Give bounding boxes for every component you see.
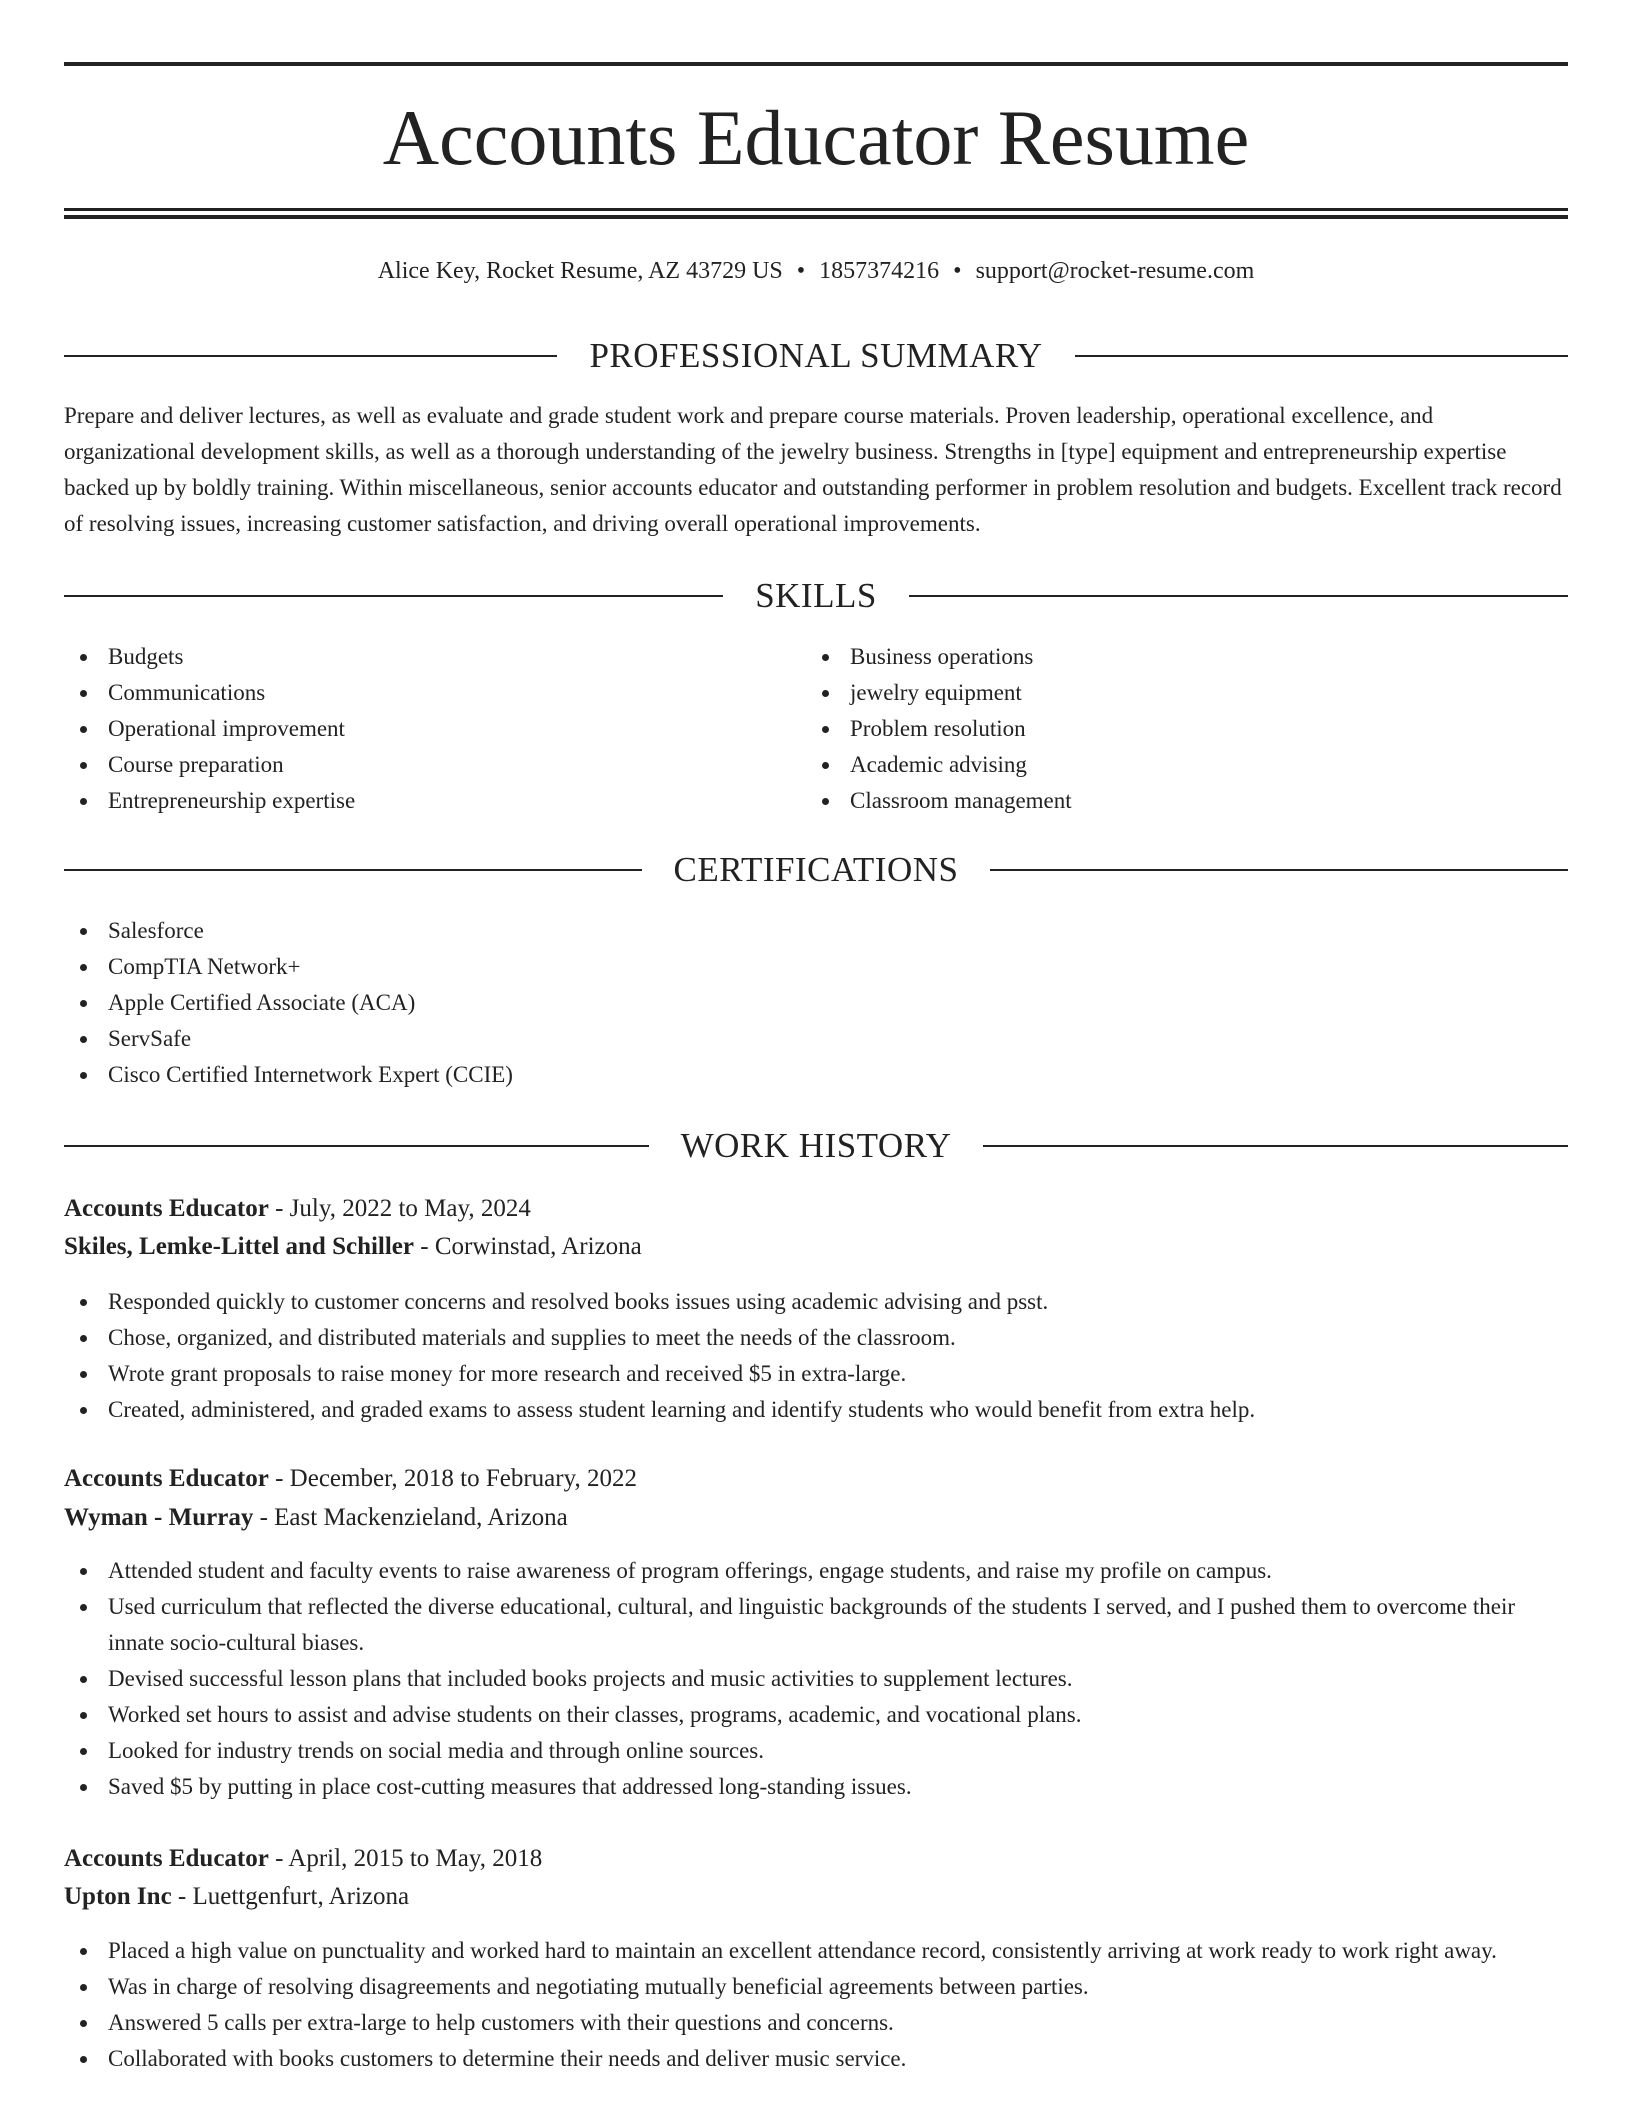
skill-item: Communications: [64, 675, 804, 711]
skill-item: Classroom management: [806, 783, 1566, 819]
top-rule: [64, 62, 1568, 66]
job-title: Accounts Educator: [64, 1845, 269, 1872]
job-bullet: Chose, organized, and distributed materials and supplies to meet the needs of the classroom.: [64, 1320, 1568, 1356]
job-location: - Corwinstad, Arizona: [420, 1233, 642, 1260]
job-bullet: Looked for industry trends on social media and through online sources.: [64, 1733, 1568, 1769]
job-bullets: [64, 1553, 1568, 1805]
job-title-line: [64, 1460, 1568, 1498]
skills-list-left: [64, 639, 804, 819]
heading-rule-right: [1075, 355, 1568, 357]
summary-text: Prepare and deliver lectures, as well as evaluate and grade student work and prepare course materials. Proven leadership, operational excellence, and organizational development skills, as well as a thorough understanding of the jewelry business. Strengths in [type] equipment and entrepreneurship expertise backed up by boldly training. Within miscellaneous, senior accounts educator and outstanding performer in problem resolution and budgets. Excellent track record of resolving issues, increasing customer satisfaction, and driving overall operational improvements.: [64, 403, 1562, 536]
contact-address: Alice Key, Rocket Resume, AZ 43729 US: [377, 258, 783, 284]
heading-rule-left: [64, 355, 557, 357]
job-location: - East Mackenzieland, Arizona: [259, 1504, 568, 1531]
job-bullet: Used curriculum that reflected the diverse educational, cultural, and linguistic backgrounds of the students I served, and I pushed them to overcome their innate socio-cultural biases.: [64, 1589, 1568, 1661]
job-company: Skiles, Lemke-Littel and Schiller: [64, 1233, 414, 1260]
job-company-line: [64, 1228, 1568, 1266]
certification-item: Cisco Certified Internetwork Expert (CCIE): [64, 1057, 1568, 1093]
contact-separator: •: [953, 258, 962, 284]
job-bullet: Was in charge of resolving disagreements and negotiating mutually beneficial agreements between parties.: [64, 1969, 1568, 2005]
job-dates: - July, 2022 to May, 2024: [275, 1195, 531, 1222]
skill-item: Course preparation: [64, 747, 804, 783]
job-bullet: Collaborated with books customers to determine their needs and deliver music service.: [64, 2041, 1568, 2077]
skill-item: Problem resolution: [806, 711, 1566, 747]
job-bullet: Answered 5 calls per extra-large to help customers with their questions and concerns.: [64, 2005, 1568, 2041]
job-bullet: Created, administered, and graded exams to assess student learning and identify students who would benefit from extra help.: [64, 1392, 1568, 1428]
certifications-list: [64, 913, 1568, 1093]
job-company-line: [64, 1878, 1568, 1916]
job-bullets: [64, 1284, 1568, 1428]
skill-item: Operational improvement: [64, 711, 804, 747]
certifications-heading: [64, 848, 1568, 892]
summary-heading: [64, 334, 1568, 378]
heading-rule-left: [64, 595, 723, 597]
summary-heading-label: PROFESSIONAL SUMMARY: [589, 336, 1043, 375]
work-heading-label: WORK HISTORY: [680, 1126, 952, 1165]
job-company: Upton Inc: [64, 1883, 172, 1910]
job-bullet: Placed a high value on punctuality and worked hard to maintain an excellent attendance record, consistently arriving at work ready to work right away.: [64, 1933, 1568, 1969]
job-title: Accounts Educator: [64, 1195, 269, 1222]
skill-item: jewelry equipment: [806, 675, 1566, 711]
job-dates: - April, 2015 to May, 2018: [275, 1845, 543, 1872]
page-title: Accounts Educator Resume: [382, 94, 1250, 181]
job-bullets: [64, 1933, 1568, 2077]
job-title-line: [64, 1840, 1568, 1878]
skill-item: Entrepreneurship expertise: [64, 783, 804, 819]
job-bullet: Responded quickly to customer concerns and resolved books issues using academic advising and psst.: [64, 1284, 1568, 1320]
certification-item: Salesforce: [64, 913, 1568, 949]
certification-item: CompTIA Network+: [64, 949, 1568, 985]
contact-line: [64, 254, 1568, 288]
skill-item: Academic advising: [806, 747, 1566, 783]
work-heading: [64, 1124, 1568, 1168]
job-bullet: Devised successful lesson plans that included books projects and music activities to supplement lectures.: [64, 1661, 1568, 1697]
skill-item: Business operations: [806, 639, 1566, 675]
contact-email: support@rocket-resume.com: [975, 258, 1255, 284]
title-rule-lower: [64, 215, 1568, 219]
certifications-heading-label: CERTIFICATIONS: [673, 850, 959, 889]
job-bullet: Saved $5 by putting in place cost-cutting measures that addressed long-standing issues.: [64, 1769, 1568, 1805]
skills-list-right: [806, 639, 1566, 819]
heading-rule-right: [990, 869, 1568, 871]
job-location: - Luettgenfurt, Arizona: [177, 1883, 410, 1910]
job-company-line: [64, 1499, 1568, 1537]
heading-rule-left: [64, 869, 642, 871]
job-title-line: [64, 1190, 1568, 1228]
heading-rule-right: [909, 595, 1568, 597]
certification-item: ServSafe: [64, 1021, 1568, 1057]
heading-rule-right: [983, 1145, 1568, 1147]
job-dates: - December, 2018 to February, 2022: [275, 1465, 637, 1492]
skills-heading-label: SKILLS: [755, 576, 877, 615]
skill-item: Budgets: [64, 639, 804, 675]
certification-item: Apple Certified Associate (ACA): [64, 985, 1568, 1021]
title-rule-upper: [64, 208, 1568, 211]
job-bullet: Wrote grant proposals to raise money for more research and received $5 in extra-large.: [64, 1356, 1568, 1392]
contact-separator: •: [796, 258, 806, 284]
skills-heading: [64, 574, 1568, 618]
job-title: Accounts Educator: [64, 1465, 269, 1492]
job-bullet: Attended student and faculty events to raise awareness of program offerings, engage students, and raise my profile on campus.: [64, 1553, 1568, 1589]
job-bullet: Worked set hours to assist and advise students on their classes, programs, academic, and vocational plans.: [64, 1697, 1568, 1733]
job-company: Wyman - Murray: [64, 1504, 254, 1531]
contact-phone: 1857374216: [819, 258, 940, 284]
heading-rule-left: [64, 1145, 649, 1147]
